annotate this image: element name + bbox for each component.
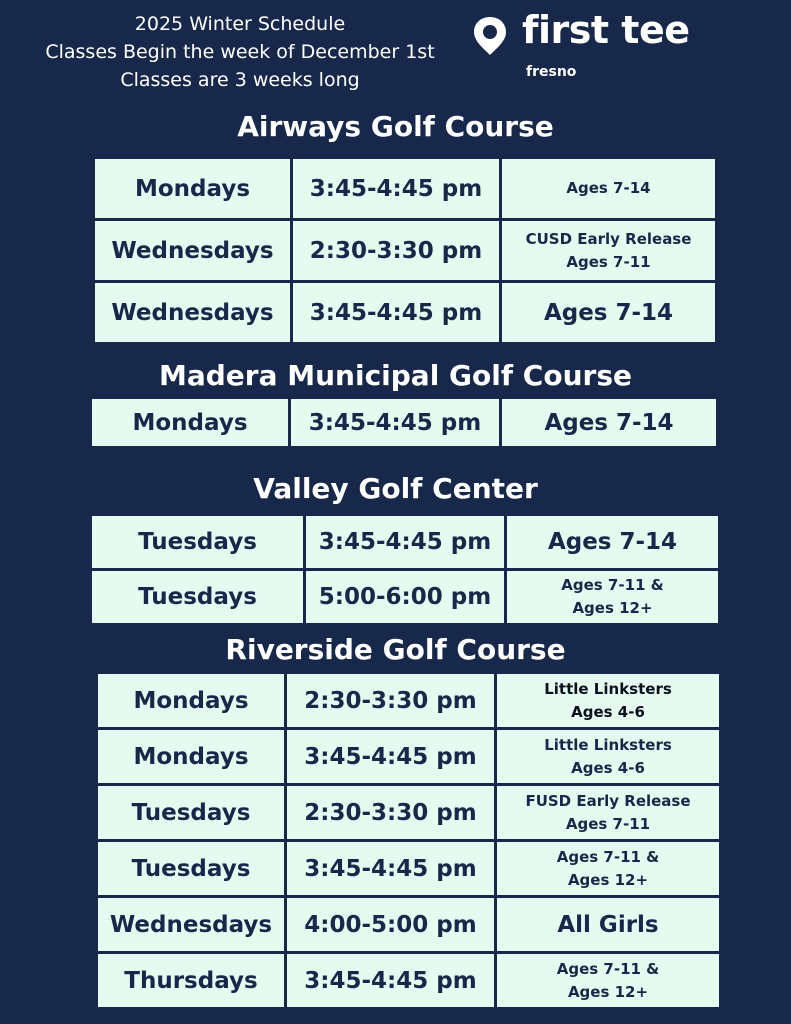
table-row: [92, 399, 716, 446]
notes-line: Ages 7-11 &: [556, 847, 660, 866]
time-cell: 2:30-3:30 pm: [287, 786, 494, 839]
notes-line: Ages 4-6: [571, 702, 645, 721]
table-row: [95, 221, 715, 280]
notes-line: Ages 7-11: [565, 814, 651, 833]
madera-schedule-table: [89, 396, 719, 449]
table-row: [98, 674, 719, 727]
notes-line: Ages 12+: [567, 982, 649, 1001]
section-title-valley: Valley Golf Center: [253, 472, 538, 505]
notes-cell: [497, 954, 719, 1007]
notes-line: Ages 7-11 &: [561, 576, 664, 594]
notes-line: Ages 7-14: [566, 179, 651, 197]
logo-wordmark: first tee: [522, 8, 690, 52]
day-cell: Mondays: [98, 730, 284, 783]
day-cell: Wednesdays: [95, 221, 290, 280]
notes-cell: All Girls: [497, 898, 719, 951]
notes-cell: [502, 159, 715, 218]
notes-line: Ages 12+: [567, 870, 649, 889]
notes-cell: [502, 221, 715, 280]
notes-line: FUSD Early Release: [525, 791, 691, 810]
location-pin-icon: [472, 16, 508, 56]
header-start-date: Classes Begin the week of December 1st: [45, 41, 435, 63]
notes-line: Ages 7-11: [566, 252, 651, 271]
section-title-riverside: Riverside Golf Course: [225, 633, 566, 666]
time-cell: 2:30-3:30 pm: [287, 674, 494, 727]
valley-schedule-table: [89, 513, 721, 626]
notes-line: Ages 12+: [572, 599, 653, 617]
section-title-madera: Madera Municipal Golf Course: [159, 359, 632, 392]
time-cell: 3:45-4:45 pm: [287, 842, 494, 895]
notes-cell: [497, 730, 719, 783]
schedule-header: [30, 10, 450, 94]
time-cell: 4:00-5:00 pm: [287, 898, 494, 951]
time-cell: 3:45-4:45 pm: [287, 730, 494, 783]
day-cell: Mondays: [92, 399, 288, 446]
time-cell: 2:30-3:30 pm: [293, 221, 499, 280]
day-cell: Tuesdays: [98, 842, 284, 895]
table-row: [98, 954, 719, 1007]
notes-cell: [507, 571, 718, 623]
day-cell: Tuesdays: [92, 571, 303, 623]
table-row: [95, 283, 715, 342]
notes-cell: Ages 7-14: [507, 516, 718, 568]
notes-cell: [497, 786, 719, 839]
table-row: [92, 516, 718, 568]
time-cell: 3:45-4:45 pm: [293, 159, 499, 218]
time-cell: 5:00-6:00 pm: [306, 571, 504, 623]
notes-line: Ages 4-6: [571, 758, 645, 777]
table-row: [92, 571, 718, 623]
notes-cell: [497, 842, 719, 895]
table-row: [98, 730, 719, 783]
table-row: [95, 159, 715, 218]
airways-schedule-table: [92, 156, 718, 345]
notes-line: Little Linksters: [544, 679, 672, 698]
day-cell: Thursdays: [98, 954, 284, 1007]
notes-cell: Ages 7-14: [502, 283, 715, 342]
notes-line: CUSD Early Release: [525, 229, 692, 248]
day-cell: Mondays: [98, 674, 284, 727]
header-duration: Classes are 3 weeks long: [120, 69, 360, 91]
notes-cell: [497, 674, 719, 727]
day-cell: Wednesdays: [95, 283, 290, 342]
time-cell: 3:45-4:45 pm: [306, 516, 504, 568]
day-cell: Wednesdays: [98, 898, 284, 951]
section-title-airways: Airways Golf Course: [237, 110, 554, 143]
day-cell: Mondays: [95, 159, 290, 218]
logo-chapter: fresno: [526, 64, 577, 80]
time-cell: 3:45-4:45 pm: [293, 283, 499, 342]
notes-cell: Ages 7-14: [502, 399, 716, 446]
first-tee-logo: [472, 8, 702, 84]
day-cell: Tuesdays: [98, 786, 284, 839]
table-row: [98, 898, 719, 951]
table-row: [98, 842, 719, 895]
header-title: 2025 Winter Schedule: [134, 13, 346, 35]
day-cell: Tuesdays: [92, 516, 303, 568]
table-row: [98, 786, 719, 839]
time-cell: 3:45-4:45 pm: [291, 399, 499, 446]
notes-line: Little Linksters: [544, 735, 672, 754]
riverside-schedule-table: [95, 671, 722, 1010]
notes-line: Ages 7-11 &: [556, 959, 660, 978]
time-cell: 3:45-4:45 pm: [287, 954, 494, 1007]
